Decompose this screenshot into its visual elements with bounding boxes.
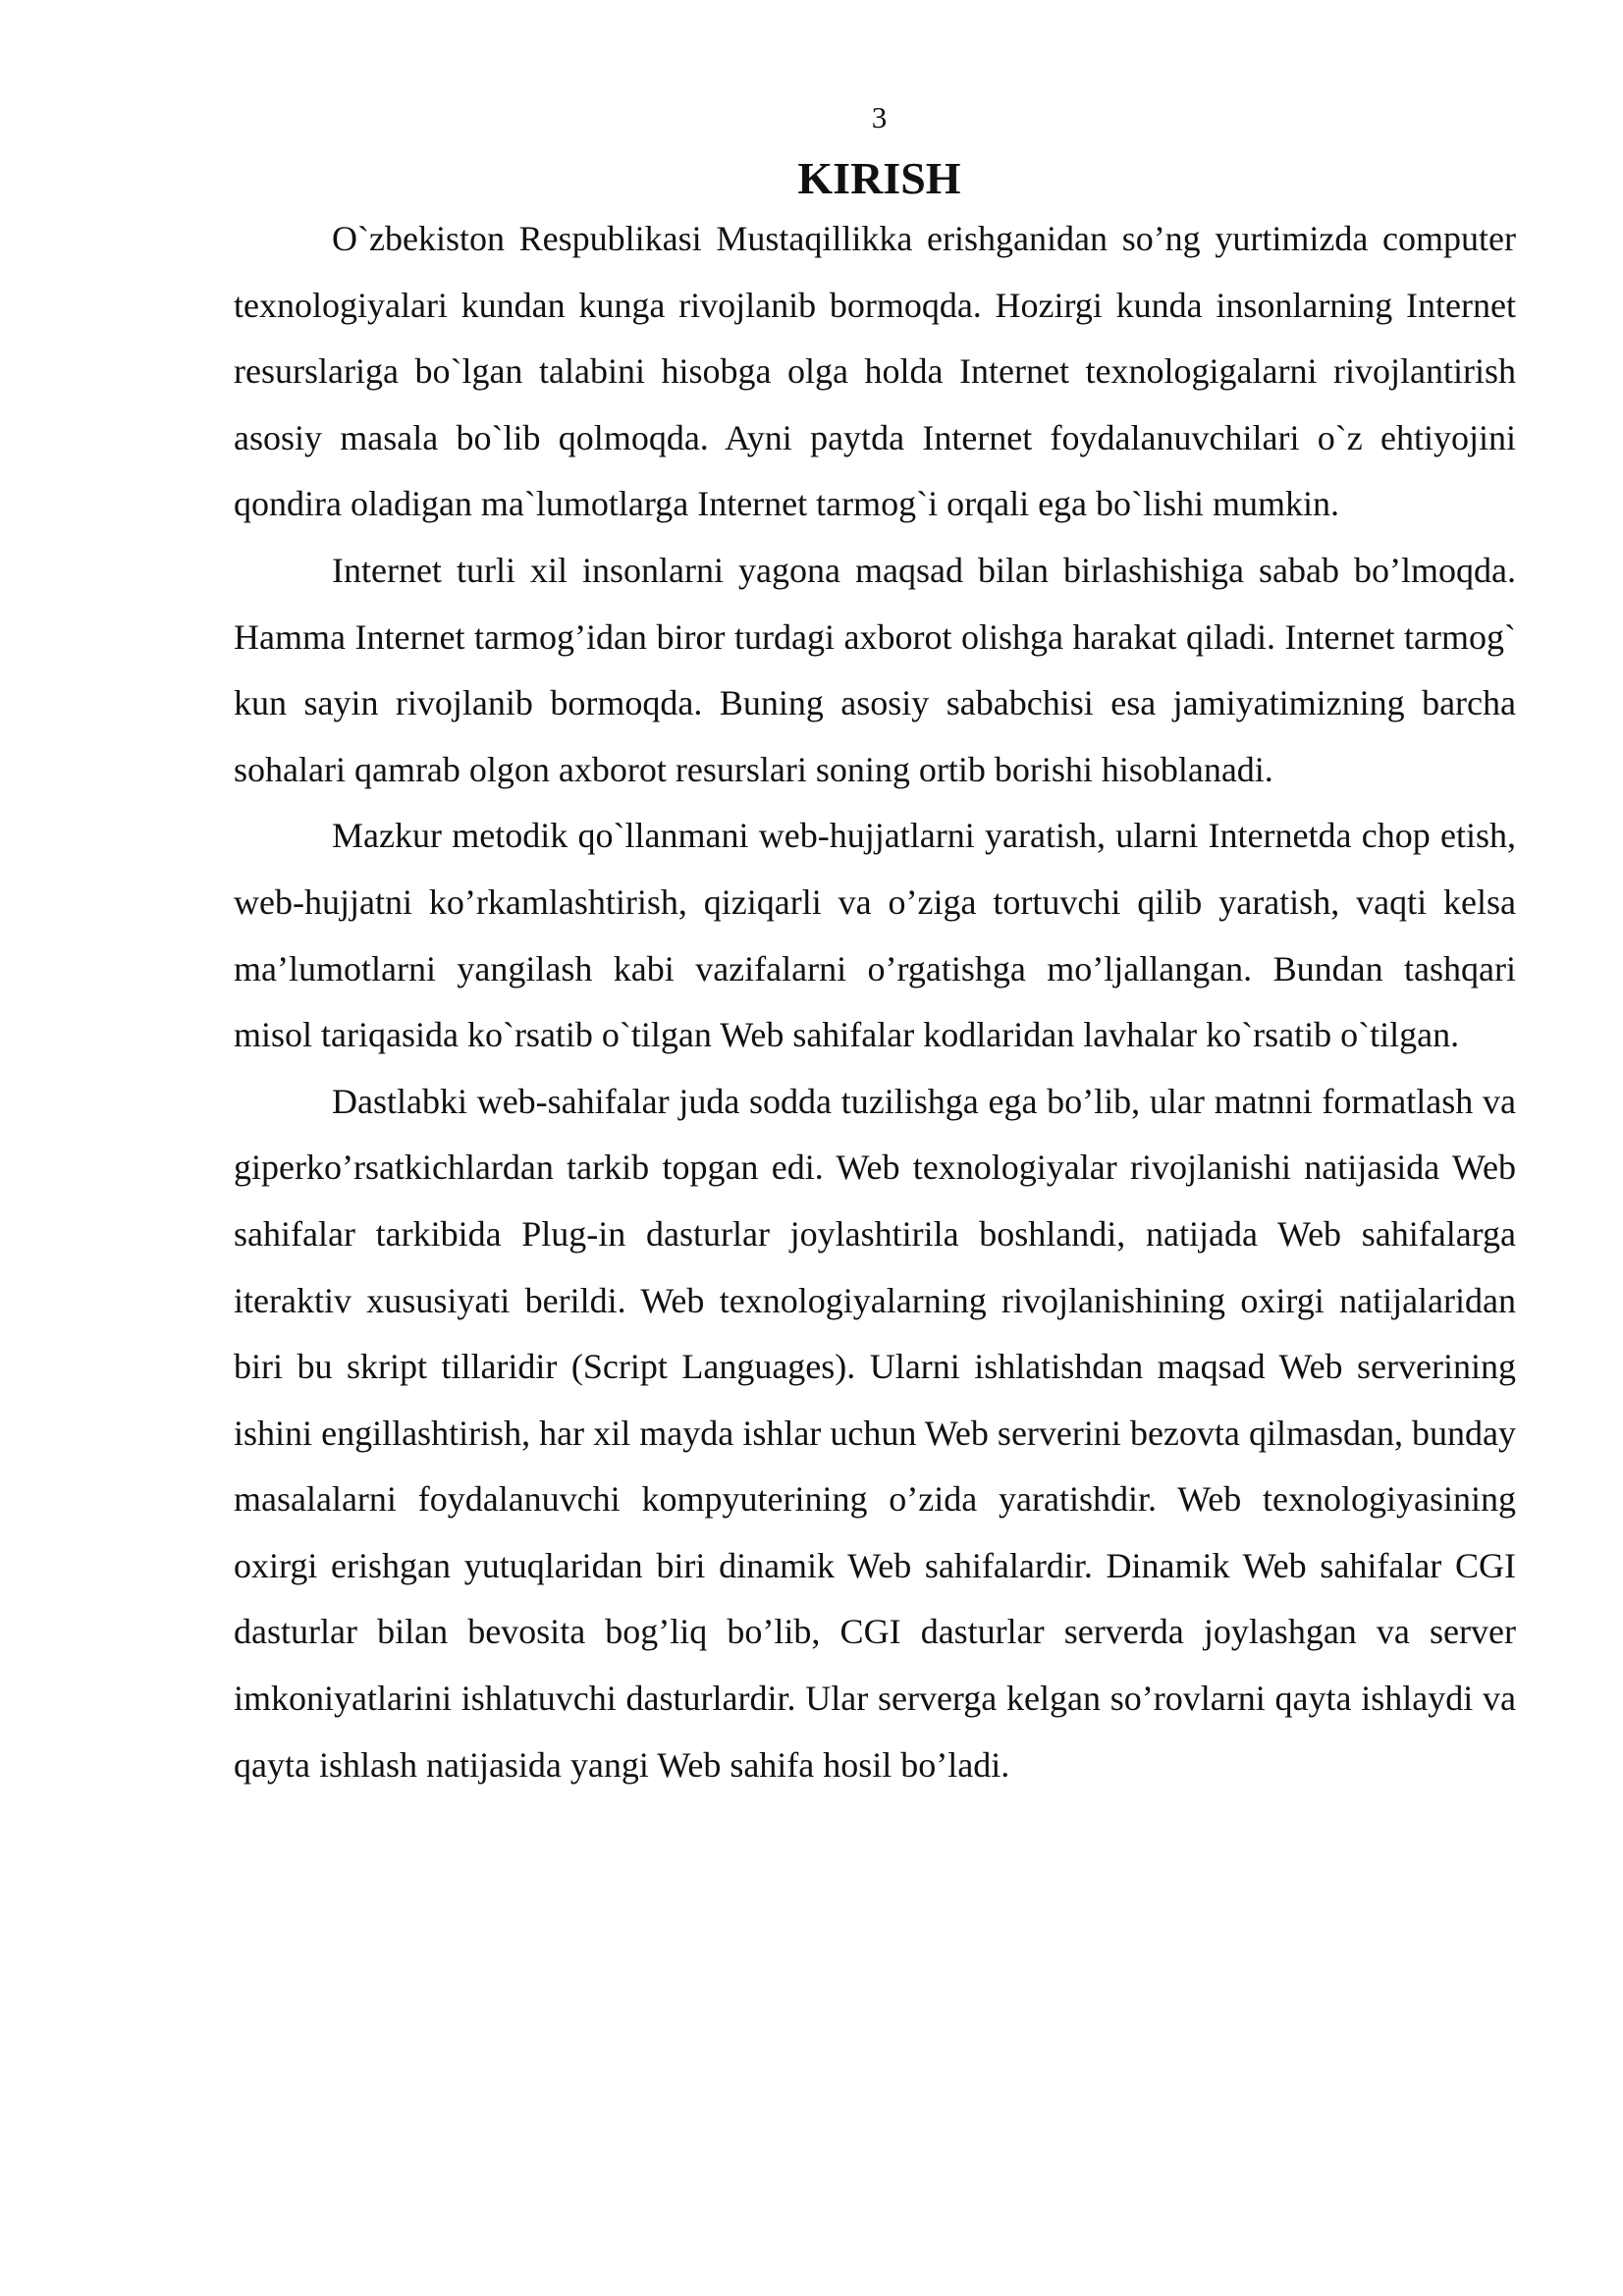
paragraph-1: O`zbekiston Respublikasi Mustaqillikka erishganidan so’ng yurtimizda computer texnologiyalari kundan kunga rivojlanib bormoqda. Hozirgi kunda insonlarning Internet resurslariga bo`lgan talabini hisobga olga holda Internet texnologigalarni rivojlantirish asosiy masala bo`lib qolmoqda. Ayni paytda Internet foydalanuvchilari o`z ehtiyojini qondira oladigan ma`lumotlarga Internet tarmog`i orqali ega bo`lishi mumkin. (234, 219, 1516, 524)
paragraph-4: Dastlabki web-sahifalar juda sodda tuzilishga ega bo’lib, ular matnni formatlash va giperko’rsatkichlardan tarkib topgan edi. Web texnologiyalar rivojlanishi natijasida Web sahifalar tarkibida Plug-in dasturlar joylashtirila boshlandi, natijada Web sahifalarga iteraktiv xususiyati berildi. Web texnologiyalarning rivojlanishining oxirgi natijalaridan biri bu skript tillaridir (Script Languages). Ularni ishlatishdan maqsad Web serverining ishini engillashtirish, har xil mayda ishlar uchun Web serverini bezovta qilmasdan, bunday masalalarni foydalanuvchi kompyuterining o’zida yaratishdir. Web texnologiyasining oxirgi erishgan yutuqlaridan biri dinamik Web sahifalardir. Dinamik Web sahifalar CGI dasturlar bilan bevosita bog’liq bo’lib, CGI dasturlar serverda joylashgan va server imkoniyatlarini ishlatuvchi dasturlardir. Ular serverga kelgan so’rovlarni qayta ishlaydi va qayta ishlash natijasida yangi Web sahifa hosil bo’ladi. (234, 1081, 1516, 1785)
page-number: 3 (871, 100, 888, 134)
document-body (234, 206, 1516, 1798)
page-title: KIRISH (797, 153, 961, 203)
paragraph-3: Mazkur metodik qo`llanmani web-hujjatlarni yaratish, ularni Internetda chop etish, web-hujjatni ko’rkamlashtirish, qiziqarli va o’ziga tortuvchi qilib yaratish, vaqti kelsa ma’lumotlarni yangilash kabi vazifalarni o’rgatishga mo’ljallangan. Bundan tashqari misol tariqasida ko`rsatib o`tilgan Web sahifalar kodlaridan lavhalar ko`rsatib o`tilgan. (234, 816, 1516, 1055)
paragraph-2: Internet turli xil insonlarni yagona maqsad bilan birlashishiga sabab bo’lmoqda. Hamma Internet tarmog’idan biror turdagi axborot olishga harakat qiladi. Internet tarmog` kun sayin rivojlanib bormoqda. Buning asosiy sababchisi esa jamiyatimizning barcha sohalari qamrab olgon axborot resurslari soning ortib borishi hisoblanadi. (234, 550, 1516, 789)
